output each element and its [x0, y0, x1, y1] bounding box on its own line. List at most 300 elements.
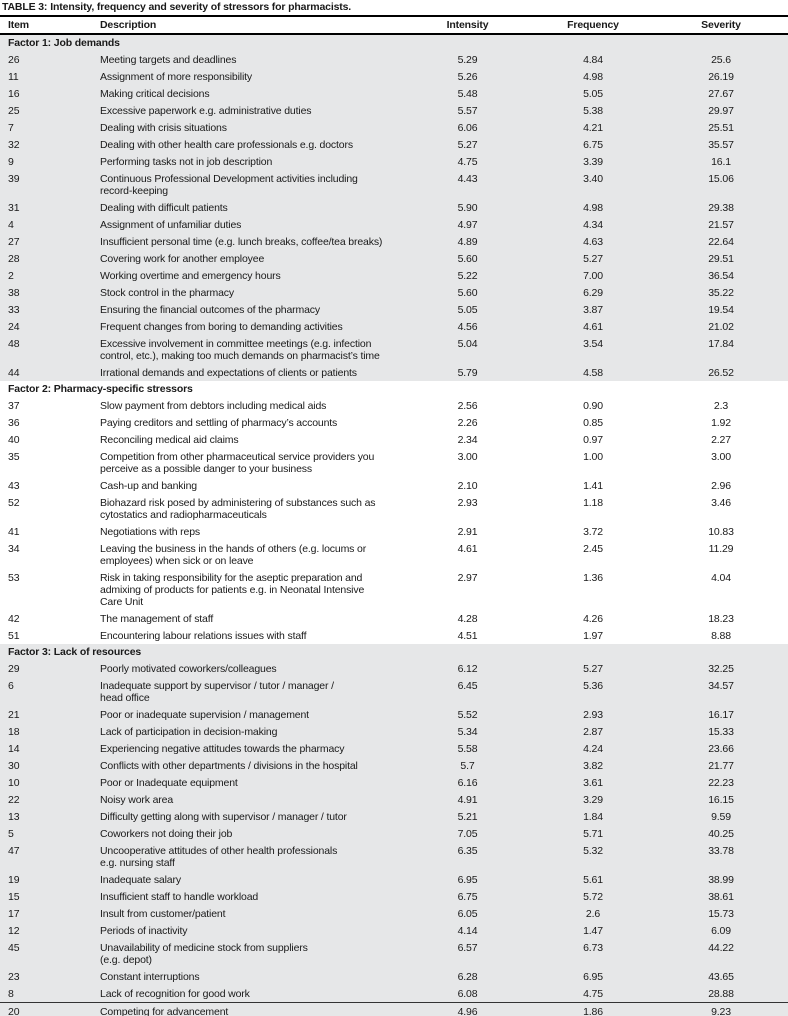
cell-frequency: 6.75: [583, 138, 603, 151]
cell-description: [100, 811, 405, 823]
description-line: Dealing with other health care professionals e.g. doctors: [100, 138, 353, 151]
cell-description: [100, 105, 405, 117]
description-line: Stock control in the pharmacy: [100, 286, 234, 299]
cell-frequency: 1.36: [583, 571, 603, 584]
table-title-label: TABLE 3:: [2, 1, 48, 13]
cell-item: 18: [8, 725, 20, 738]
cell-frequency: 0.90: [583, 399, 603, 412]
column-header-intensity: Intensity: [446, 19, 489, 31]
table-row: [0, 569, 788, 610]
description-line: Cash-up and banking: [100, 479, 197, 492]
cell-intensity: 6.12: [457, 662, 478, 675]
cell-severity: 21.77: [708, 759, 734, 772]
cell-intensity: 5.05: [457, 303, 478, 316]
cell-severity: 43.65: [708, 970, 734, 983]
cell-frequency: 5.27: [583, 662, 603, 675]
cell-frequency: 4.26: [583, 612, 603, 625]
cell-frequency: 0.97: [583, 433, 603, 446]
cell-item: 13: [8, 810, 20, 823]
cell-severity: 9.59: [711, 810, 731, 823]
description-line: Continuous Professional Development activities including: [100, 172, 358, 185]
cell-frequency: 1.97: [583, 629, 603, 642]
table-row: [0, 1002, 788, 1016]
cell-frequency: 5.36: [583, 679, 603, 692]
description-line: Competition from other pharmaceutical service providers you: [100, 450, 375, 463]
description-line: Covering work for another employee: [100, 252, 265, 265]
cell-frequency: 6.29: [583, 286, 603, 299]
cell-description: [100, 891, 405, 903]
cell-severity: 38.99: [708, 873, 734, 886]
description-line: Meeting targets and deadlines: [100, 53, 237, 66]
cell-intensity: 5.21: [457, 810, 478, 823]
table-row: [0, 825, 788, 842]
cell-severity: 2.96: [711, 479, 731, 492]
cell-intensity: 6.95: [457, 873, 478, 886]
cell-item: 32: [8, 138, 20, 151]
cell-item: 44: [8, 366, 20, 379]
description-line: Assignment of unfamiliar duties: [100, 218, 242, 231]
cell-severity: 17.84: [708, 337, 734, 350]
cell-intensity: 5.48: [457, 87, 478, 100]
table-row: [0, 985, 788, 1002]
column-header-frequency: Frequency: [567, 19, 619, 31]
cell-description: [100, 400, 405, 412]
cell-item: 26: [8, 53, 20, 66]
cell-frequency: 4.75: [583, 987, 603, 1000]
cell-intensity: 4.89: [457, 235, 478, 248]
cell-severity: 34.57: [708, 679, 734, 692]
cell-severity: 33.78: [708, 844, 734, 857]
table-row: [0, 968, 788, 985]
cell-description: [100, 451, 405, 475]
cell-item: 29: [8, 662, 20, 675]
cell-frequency: 7.00: [583, 269, 603, 282]
cell-description: [100, 526, 405, 538]
cell-item: 48: [8, 337, 20, 350]
description-line: Assignment of more responsibility: [100, 70, 253, 83]
cell-description: [100, 726, 405, 738]
cell-item: 43: [8, 479, 20, 492]
cell-frequency: 1.41: [583, 479, 603, 492]
cell-item: 21: [8, 708, 20, 721]
table-row: [0, 199, 788, 216]
cell-frequency: 5.72: [583, 890, 603, 903]
description-line: Leaving the business in the hands of others (e.g. locums or: [100, 542, 367, 555]
cell-severity: 16.15: [708, 793, 734, 806]
description-line: Noisy work area: [100, 793, 174, 806]
cell-severity: 29.97: [708, 104, 734, 117]
cell-description: [100, 287, 405, 299]
table-row: [0, 335, 788, 364]
description-line: Insufficient personal time (e.g. lunch breaks, coffee/tea breaks): [100, 235, 383, 248]
cell-item: 9: [8, 155, 14, 168]
cell-severity: 3.00: [711, 450, 731, 463]
cell-severity: 16.17: [708, 708, 734, 721]
cell-severity: 16.1: [711, 155, 731, 168]
cell-description: [100, 760, 405, 772]
table-row: [0, 233, 788, 250]
cell-frequency: 6.95: [583, 970, 603, 983]
cell-item: 52: [8, 496, 20, 509]
cell-intensity: 6.08: [457, 987, 478, 1000]
description-line: Dealing with crisis situations: [100, 121, 227, 134]
cell-item: 27: [8, 235, 20, 248]
description-line: Coworkers not doing their job: [100, 827, 233, 840]
description-line: employees) when sick or on leave: [100, 554, 254, 567]
table-row: [0, 774, 788, 791]
description-line: Dealing with difficult patients: [100, 201, 228, 214]
description-line: e.g. nursing staff: [100, 856, 175, 869]
cell-description: [100, 253, 405, 265]
cell-description: [100, 236, 405, 248]
cell-intensity: 5.34: [457, 725, 478, 738]
cell-intensity: 5.26: [457, 70, 478, 83]
table-row: [0, 284, 788, 301]
cell-severity: 32.25: [708, 662, 734, 675]
cell-item: 11: [8, 70, 19, 83]
cell-description: [100, 613, 405, 625]
cell-item: 4: [8, 218, 14, 231]
table-title-text: Intensity, frequency and severity of stressors for pharmacists.: [50, 1, 352, 13]
cell-intensity: 5.58: [457, 742, 478, 755]
cell-frequency: 3.82: [583, 759, 603, 772]
description-line: Inadequate salary: [100, 873, 181, 886]
cell-frequency: 5.61: [583, 873, 603, 886]
cell-severity: 6.09: [711, 924, 731, 937]
table-row: [0, 301, 788, 318]
cell-item: 24: [8, 320, 20, 333]
table-row: [0, 888, 788, 905]
cell-intensity: 4.56: [457, 320, 478, 333]
section-header-row: Factor 1: Job demands: [8, 37, 120, 49]
cell-frequency: 3.61: [583, 776, 603, 789]
cell-intensity: 5.79: [457, 366, 478, 379]
cell-frequency: 4.63: [583, 235, 603, 248]
description-line: Negotiations with reps: [100, 525, 201, 538]
cell-severity: 26.19: [708, 70, 734, 83]
table-row: [0, 523, 788, 540]
cell-intensity: 2.93: [457, 496, 478, 509]
cell-intensity: 2.91: [457, 525, 478, 538]
cell-item: 22: [8, 793, 20, 806]
cell-intensity: 2.26: [457, 416, 478, 429]
cell-description: [100, 321, 405, 333]
description-line: Performing tasks not in job description: [100, 155, 273, 168]
cell-intensity: 5.52: [457, 708, 478, 721]
cell-item: 28: [8, 252, 20, 265]
table-row: [0, 216, 788, 233]
cell-description: [100, 988, 405, 1000]
table-row: [0, 102, 788, 119]
cell-item: 19: [8, 873, 20, 886]
table-row: [0, 250, 788, 267]
cell-frequency: 4.61: [583, 320, 603, 333]
cell-severity: 15.33: [708, 725, 734, 738]
cell-frequency: 5.32: [583, 844, 603, 857]
cell-severity: 35.57: [708, 138, 734, 151]
stressors-table: [0, 15, 788, 1016]
cell-item: 30: [8, 759, 20, 772]
cell-item: 53: [8, 571, 20, 584]
description-line: Paying creditors and settling of pharmacy’s accounts: [100, 416, 338, 429]
table-row: [0, 677, 788, 706]
description-line: Excessive paperwork e.g. administrative duties: [100, 104, 312, 117]
description-line: Reconciling medical aid claims: [100, 433, 239, 446]
table-row: [0, 136, 788, 153]
cell-severity: 23.66: [708, 742, 734, 755]
table-row: [0, 808, 788, 825]
table-row: [0, 723, 788, 740]
cell-description: [100, 270, 405, 282]
cell-frequency: 4.24: [583, 742, 603, 755]
cell-severity: 22.64: [708, 235, 734, 248]
cell-item: 16: [8, 87, 20, 100]
table-section: [0, 35, 788, 381]
cell-severity: 25.6: [711, 53, 731, 66]
cell-intensity: 6.35: [457, 844, 478, 857]
table-row: [0, 397, 788, 414]
cell-frequency: 4.98: [583, 201, 603, 214]
cell-item: 51: [8, 629, 20, 642]
cell-item: 15: [8, 890, 20, 903]
cell-intensity: 4.61: [457, 542, 478, 555]
cell-description: [100, 202, 405, 214]
cell-frequency: 3.40: [583, 172, 603, 185]
table-row: [0, 51, 788, 68]
table-row: [0, 68, 788, 85]
cell-intensity: 5.7: [460, 759, 475, 772]
cell-intensity: 2.10: [457, 479, 478, 492]
description-line: admixing of products for patients e.g. in Neonatal Intensive: [100, 583, 365, 596]
section-header-row: Factor 2: Pharmacy-specific stressors: [8, 383, 193, 395]
description-line: Insult from customer/patient: [100, 907, 226, 920]
description-line: Working overtime and emergency hours: [100, 269, 281, 282]
table-row: [0, 922, 788, 939]
cell-intensity: 5.27: [457, 138, 478, 151]
cell-frequency: 4.34: [583, 218, 603, 231]
cell-intensity: 6.16: [457, 776, 478, 789]
table-section: [0, 644, 788, 1016]
table-body: [0, 35, 788, 1016]
table-row: [0, 871, 788, 888]
description-line: cytostatics and radiopharmaceuticals: [100, 508, 267, 521]
cell-item: 17: [8, 907, 20, 920]
cell-intensity: 4.14: [457, 924, 478, 937]
cell-item: 38: [8, 286, 20, 299]
cell-item: 25: [8, 104, 20, 117]
description-line: Insufficient staff to handle workload: [100, 890, 259, 903]
cell-item: 31: [8, 201, 20, 214]
description-line: Lack of recognition for good work: [100, 987, 250, 1000]
cell-severity: 15.06: [708, 172, 734, 185]
cell-frequency: 3.29: [583, 793, 603, 806]
cell-description: [100, 122, 405, 134]
description-line: Biohazard risk posed by administering of substances such as: [100, 496, 376, 509]
cell-severity: 26.52: [708, 366, 734, 379]
cell-description: [100, 743, 405, 755]
cell-item: 36: [8, 416, 20, 429]
table-section: [0, 381, 788, 644]
cell-description: [100, 709, 405, 721]
cell-severity: 8.88: [711, 629, 731, 642]
cell-frequency: 1.00: [583, 450, 603, 463]
table-row: [0, 842, 788, 871]
cell-frequency: 2.45: [583, 542, 603, 555]
cell-description: [100, 156, 405, 168]
cell-description: [100, 630, 405, 642]
table-row: [0, 448, 788, 477]
cell-intensity: 4.75: [457, 155, 478, 168]
description-line: control, etc.), making too much demands on pharmacist’s time: [100, 349, 380, 362]
description-line: perceive as a possible danger to your business: [100, 462, 312, 475]
description-line: Constant interruptions: [100, 970, 200, 983]
description-line: Frequent changes from boring to demanding activities: [100, 320, 343, 333]
cell-frequency: 4.98: [583, 70, 603, 83]
column-header-severity: Severity: [701, 19, 741, 31]
cell-frequency: 3.54: [583, 337, 603, 350]
cell-severity: 2.27: [711, 433, 731, 446]
description-line: Poor or Inadequate equipment: [100, 776, 238, 789]
cell-description: [100, 942, 405, 966]
cell-severity: 28.88: [708, 987, 734, 1000]
table-row: [0, 757, 788, 774]
description-line: Slow payment from debtors including medical aids: [100, 399, 327, 412]
description-line: Poorly motivated coworkers/colleagues: [100, 662, 277, 675]
cell-intensity: 6.06: [457, 121, 478, 134]
table-row: [0, 740, 788, 757]
table-row: [0, 119, 788, 136]
cell-severity: 21.57: [708, 218, 734, 231]
cell-item: 33: [8, 303, 20, 316]
cell-item: 45: [8, 941, 20, 954]
cell-severity: 19.54: [708, 303, 734, 316]
cell-intensity: 5.60: [457, 252, 478, 265]
table-title: [0, 0, 788, 15]
cell-item: 14: [8, 742, 20, 755]
cell-item: 12: [8, 924, 20, 937]
cell-description: [100, 845, 405, 869]
cell-description: [100, 54, 405, 66]
cell-frequency: 5.05: [583, 87, 603, 100]
cell-intensity: 5.60: [457, 286, 478, 299]
cell-description: [100, 874, 405, 886]
description-line: Periods of inactivity: [100, 924, 188, 937]
cell-item: 10: [8, 776, 20, 789]
description-line: Difficulty getting along with supervisor / manager / tutor: [100, 810, 347, 823]
table-row: [0, 494, 788, 523]
cell-item: 39: [8, 172, 20, 185]
cell-severity: 29.38: [708, 201, 734, 214]
cell-frequency: 2.93: [583, 708, 603, 721]
cell-frequency: 4.58: [583, 366, 603, 379]
description-line: Uncooperative attitudes of other health professionals: [100, 844, 338, 857]
cell-description: [100, 908, 405, 920]
cell-intensity: 2.34: [457, 433, 478, 446]
table-row: [0, 267, 788, 284]
cell-intensity: 2.97: [457, 571, 478, 584]
cell-frequency: 5.27: [583, 252, 603, 265]
cell-severity: 15.73: [708, 907, 734, 920]
table-row: [0, 660, 788, 677]
cell-frequency: 1.86: [583, 1005, 603, 1016]
description-line: head office: [100, 691, 150, 704]
cell-severity: 4.04: [711, 571, 731, 584]
cell-description: [100, 480, 405, 492]
cell-intensity: 4.91: [457, 793, 478, 806]
description-line: Unavailability of medicine stock from suppliers: [100, 941, 308, 954]
cell-description: [100, 680, 405, 704]
cell-frequency: 2.87: [583, 725, 603, 738]
cell-severity: 25.51: [708, 121, 734, 134]
table-row: [0, 414, 788, 431]
cell-frequency: 2.6: [585, 907, 601, 920]
cell-description: [100, 304, 405, 316]
cell-severity: 1.92: [711, 416, 731, 429]
cell-frequency: 3.39: [583, 155, 603, 168]
cell-intensity: 5.57: [457, 104, 478, 117]
cell-item: 40: [8, 433, 20, 446]
cell-severity: 44.22: [708, 941, 734, 954]
cell-frequency: 1.18: [583, 496, 603, 509]
description-line: Excessive involvement in committee meetings (e.g. infection: [100, 337, 372, 350]
description-line: Experiencing negative attitudes towards the pharmacy: [100, 742, 345, 755]
cell-item: 20: [8, 1005, 20, 1016]
description-line: The management of staff: [100, 612, 214, 625]
cell-item: 2: [8, 269, 14, 282]
cell-description: [100, 663, 405, 675]
cell-description: [100, 925, 405, 937]
cell-item: 23: [8, 970, 20, 983]
cell-severity: 29.51: [708, 252, 734, 265]
cell-severity: 9.23: [711, 1005, 731, 1016]
cell-intensity: 4.96: [457, 1005, 478, 1016]
description-line: Risk in taking responsibility for the aseptic preparation and: [100, 571, 363, 584]
cell-intensity: 4.51: [457, 629, 478, 642]
cell-severity: 11.29: [708, 542, 734, 555]
description-line: Care Unit: [100, 595, 143, 608]
cell-intensity: 5.04: [457, 337, 478, 350]
table-row: [0, 939, 788, 968]
cell-item: 7: [8, 121, 14, 134]
cell-description: [100, 543, 405, 567]
cell-severity: 40.25: [708, 827, 734, 840]
cell-description: [100, 777, 405, 789]
cell-description: [100, 497, 405, 521]
cell-item: 35: [8, 450, 20, 463]
cell-frequency: 4.21: [583, 121, 603, 134]
cell-frequency: 4.84: [583, 53, 603, 66]
cell-intensity: 5.22: [457, 269, 478, 282]
cell-severity: 10.83: [708, 525, 734, 538]
table-row: [0, 85, 788, 102]
column-header-description: Description: [100, 19, 157, 31]
cell-intensity: 4.43: [457, 172, 478, 185]
description-line: Inadequate support by supervisor / tutor / manager /: [100, 679, 334, 692]
cell-intensity: 6.75: [457, 890, 478, 903]
cell-description: [100, 173, 405, 197]
cell-intensity: 6.28: [457, 970, 478, 983]
description-line: Encountering labour relations issues with staff: [100, 629, 307, 642]
column-header-item: Item: [8, 19, 29, 31]
table-row: [0, 791, 788, 808]
cell-intensity: 4.28: [457, 612, 478, 625]
table-row: [0, 905, 788, 922]
cell-intensity: 5.29: [457, 53, 478, 66]
cell-frequency: 3.87: [583, 303, 603, 316]
cell-frequency: 1.84: [583, 810, 603, 823]
cell-frequency: 3.72: [583, 525, 603, 538]
cell-severity: 36.54: [708, 269, 734, 282]
